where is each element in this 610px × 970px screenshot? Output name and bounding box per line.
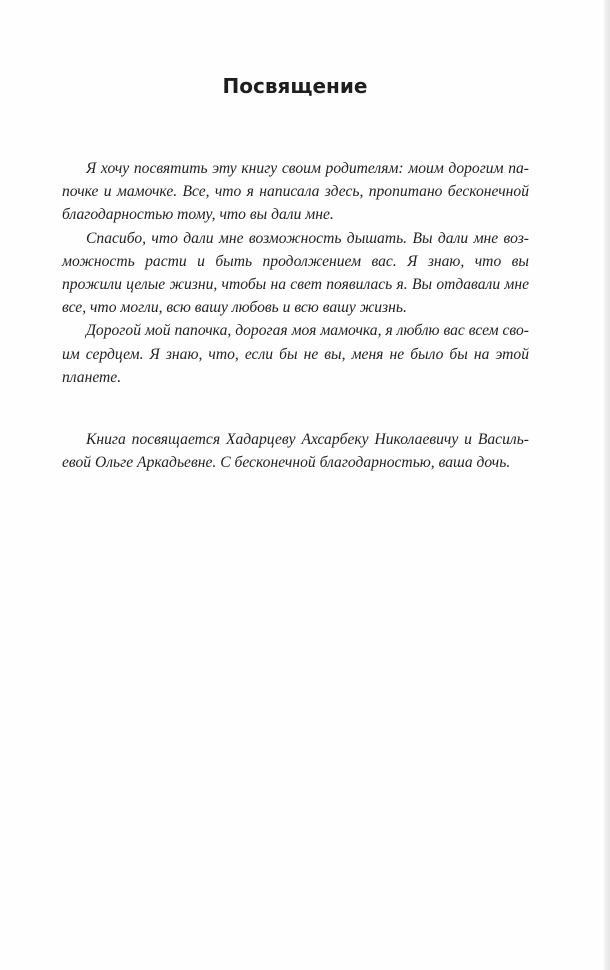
page-edge [604,0,610,970]
dedication-paragraph-1: Я хочу посвятить эту книгу своим родителям: моим дорогим папочке и мамочке. Все, что я написала здесь, пропитано бесконечной благодарностью тому, что вы дали мне. [62,160,529,224]
dedication-text [62,157,529,389]
dedication-paragraph-3: Дорогой мой папочка, дорогая моя мамочка, я люблю вас всем своим сердцем. Я знаю, что, если бы не вы, меня не было бы на этой планете. [62,322,529,386]
dedication-paragraph-2: Спасибо, что дали мне возможность дышать. Вы дали мне возможность расти и быть продолжением вас. Я знаю, что вы прожили целые жизни, чтобы на свет появилась я. Вы отдавали мне все, что могли, всю вашу любовь и всю вашу жизнь. [62,229,529,317]
page-title: Посвящение [222,74,368,98]
dedication-closing [62,428,529,474]
closing-paragraph: Книга посвящается Хадарцеву Ахсарбеку Николаевичу и Васильевой Ольге Аркадьевне. С бесконечной благодарностью, ваша дочь. [62,431,529,472]
